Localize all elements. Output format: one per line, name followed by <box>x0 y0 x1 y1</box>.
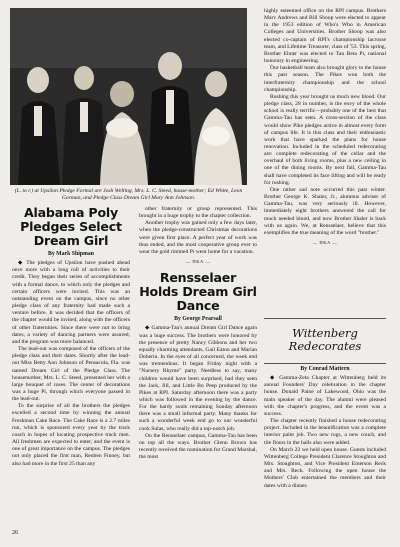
middle-column <box>139 206 257 461</box>
wittenberg-paragraph-2: The chapter recently finished a house redecorating project. Included in the beautification was a complete interior paint job. Two new rugs, a new couch, and tile floors in the halls also were added. <box>264 418 386 446</box>
mid-paragraph-2: Another trophy was gained only a few days later, when the pledge-constructed Christmas decorations were given first place. A perfect year of work was thus ended, and the most cooperative group ever to wear the gold rimmed Pi went home for a vacation. <box>139 220 257 255</box>
photo-illustration <box>10 8 247 185</box>
alabama-paragraph-1: ◆ The pledges of Upsilon have pushed ahead once more with a long roll of activities to their credit. They began their series of accomplishments with a formal dance, to which only the pledges and certain officers were invited. This was an outstanding event on the campus, since no other pledge class of any fraternity had made such a venture before. It was decided that the officers of the chapter would be invited, along with the officers of other fraternities. Since there were not to bring dates, a variety of dancing partners were assured, and the program was more balanced. <box>12 260 130 345</box>
rensselaer-paragraph-1: ◆ Gamma-Tau's annual Dream Girl Dance again was a huge success. The brothers were honored by the presence of pretty Nancy Gibbons and her two equally charming attendants, Gail Eaton and Marian Doherin. In the eyes of all concerned, the week end was tremendous. It began Friday night with a "Nursery Rhyme" party. Needless to say, many children would have been surprised, had they seen the Jack, Jill, and Little Bo Peep produced by the Pikes at RPI. Saturday afternoon there was a party which was followed in the evening by the dance. For the hardy souls remaining Sunday afternoon there was a small informal party. Many thanks for such a wonderful week end go to our wonderful cook Sulas, who really did a top-notch job. <box>139 325 257 432</box>
alabama-article <box>12 206 130 468</box>
wittenberg-paragraph-3: On March 22 we held open house. Guests included Wittenberg College President Clarence Stoughton and Mrs. Stoughton, and Vice President Emerson Reck and Mrs. Reck. Following the open house the Mothers' Club entertained the members and their dates with a dinner. <box>264 446 386 489</box>
rensselaer-paragraph-2: On the Rensselaer campus, Gamma-Tau has been on top all the ways. Brother Glenn Brown has recently received the nomination for Grand Marshal, the most <box>139 432 257 461</box>
photo-caption: (L. to r.) at Upsilon Pledge Formal are Josh Welling, Mrs. L. C. Steed, house-mother; Ed White, Leon Gorman, and Pledge Class Dream Girl Mary Ann Johnson. <box>14 188 243 201</box>
right-paragraph-2: Our basketball team also brought glory to the house this past season. The Pikes won both the interfraternity championship and the school championship. <box>264 65 386 93</box>
right-paragraph-4: One rather sad note occurred this past winter. Brother George K. Shaler, Jr., alumnus adviser of Gamma-Tau, was very seriously ill. However, immediately eight brothers answered the call for much needed blood, and now Brother Shaler is back with us again. We, at Rensselaer, believe that this exemplifies the true meaning of the word "brother." <box>264 186 386 236</box>
section-separator: — ΠΚΑ — <box>185 259 211 265</box>
wittenberg-headline: Wittenberg Redecorates <box>288 326 362 353</box>
group-photo <box>10 8 247 185</box>
alabama-byline: By Mark Shipman <box>47 251 95 257</box>
wittenberg-byline: By Conrad Mattern <box>300 366 350 372</box>
rensselaer-headline: Rensselaer Holds Dream Girl Dance <box>139 270 257 314</box>
alabama-paragraph-2: The lead-out was composed of the officers of the pledge class and their dates. Shortly after the lead-out Miss Betty Ann Johnson of Pensacola, Fla. was named Dream Girl of the Pledge Class. The housemother, Mrs. L. C. Steed, presented her with a large bouquet of roses. The center of decorations was a huge Pi, through which everyone passed in the lead-out. <box>12 346 130 403</box>
page-number: 26 <box>12 530 18 536</box>
wittenberg-paragraph-1: ◆ Gamma-Zeta Chapter at Wittenberg held its annual Founders' Day celebration in the chapter house. Donald Paine of Lakewood, Ohio was the main speaker of the day. The alumni were pleased with the chapter's progress, and the event was a success. <box>264 375 386 417</box>
alabama-paragraph-3: To the surprise of all the brothers the pledges excelled a second time by winning the annual Freshman Cake Race. The Cake Race is a 2.7 miles run, which is sponsored every year by the track coach in hopes of locating prospective track men. All freshmen are expected to enter, and the event is one of great importance on the campus. The pledges not only placed the first man, Reuben Finney, but also had more in the first 25 than any <box>12 403 130 467</box>
alabama-headline: Alabama Poly Pledges Select Dream Girl <box>20 205 122 248</box>
right-column <box>264 8 386 248</box>
right-paragraph-1: highly esteemed office on the RPI campus. Brothers Marv Andrews and Bill Shoop were elected to appear in the 1953 edition of Who's Who in American Colleges and Universities. Brother Shoop was also elected co-captain of RPI's championship lacrosse team, and Lifetime Treasurer, class of '53. This spring, Brother Ebner was elected to Tau Beta Pi, national honorary in engineering. <box>264 8 386 65</box>
wittenberg-headline-box <box>264 318 386 364</box>
mid-paragraph-1: other fraternity or group represented. This brought in a huge trophy to the chapter collection. <box>139 206 257 220</box>
right-paragraph-3: Rushing this year brought us much new blood. Our pledge class, 28 in number, is the envy of the whole school is really terrific—probably one of the best that Gamma-Tau has seen. A cross-section of the class would show Pike pledges active in almost every form of campus life. It is this class and their enthusiastic work that have sparked the plans for house renovation. Included in the scheduled redecorating are: complete redecorating of the cellar and the overhaul of both living rooms, plus a new ceiling in one of the dining rooms. By next fall, Gamma-Tau shall have completed its face lifting and will be ready for rushing. <box>264 93 386 186</box>
section-separator: — ΠΚΑ — <box>312 240 338 245</box>
wittenberg-article <box>264 366 386 490</box>
rensselaer-byline: By George Pearsall <box>174 316 222 323</box>
